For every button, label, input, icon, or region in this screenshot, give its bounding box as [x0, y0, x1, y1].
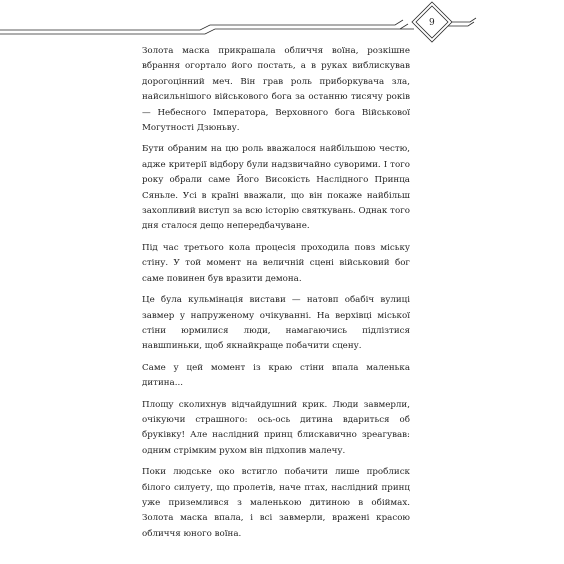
body-text	[142, 44, 410, 548]
paragraph: Саме у цей момент із краю стіни впала маленька дитина...	[142, 362, 410, 389]
paragraph: Золота маска прикрашала обличчя воїна, розкішне вбрання огортало його постать, а в руках виблискував дорогоцінний меч. Він грав роль приборкувача зла, найсильнішого військового бога за останню тисячу років — Небесного Імператора, Верховного бога Військової Могутності Дзюньву.	[142, 46, 410, 134]
paragraph: Бути обраним на цю роль вважалося найбільшою честю, адже критерії відбору були надзвичайно суворими. І того року обрали саме Його Високість Наслідного Принца Сяньле. Усі в країні вважали, що він покаже найбільш захопливий виступ за всю історію святкувань. Однак того дня сталося дещо непередбачуване.	[142, 144, 410, 232]
paragraph: Площу сколихнув відчайдушний крик. Люди завмерли, очікуючи страшного: ось-ось дитина вдариться об бруківку! Але наслідний принц блискавично зреагував: одним стрімким рухом він підхопив малечу.	[142, 399, 410, 456]
paragraph: Під час третього кола процесія проходила повз міську стіну. У той момент на величній сцені військовий бог саме повинен був вразити демона.	[142, 242, 410, 284]
paragraph: Це була кульмінація вистави — натовп обабіч вулиці завмер у напруженому очікуванні. На верхівці міської стіни юрмилися люди, намагаючись підлізтися навшпиньки, щоб якнайкраще побачити сцену.	[142, 295, 410, 352]
page-number: 9	[429, 18, 435, 28]
paragraph: Поки людське око встигло побачити лише проблиск білого силуету, що пролетів, наче птах, наслідний принц уже приземлився з маленькою дитиною в обіймах. Золота маска впала, і всі завмерли, вражені красою обличчя юного воїна.	[142, 467, 410, 539]
